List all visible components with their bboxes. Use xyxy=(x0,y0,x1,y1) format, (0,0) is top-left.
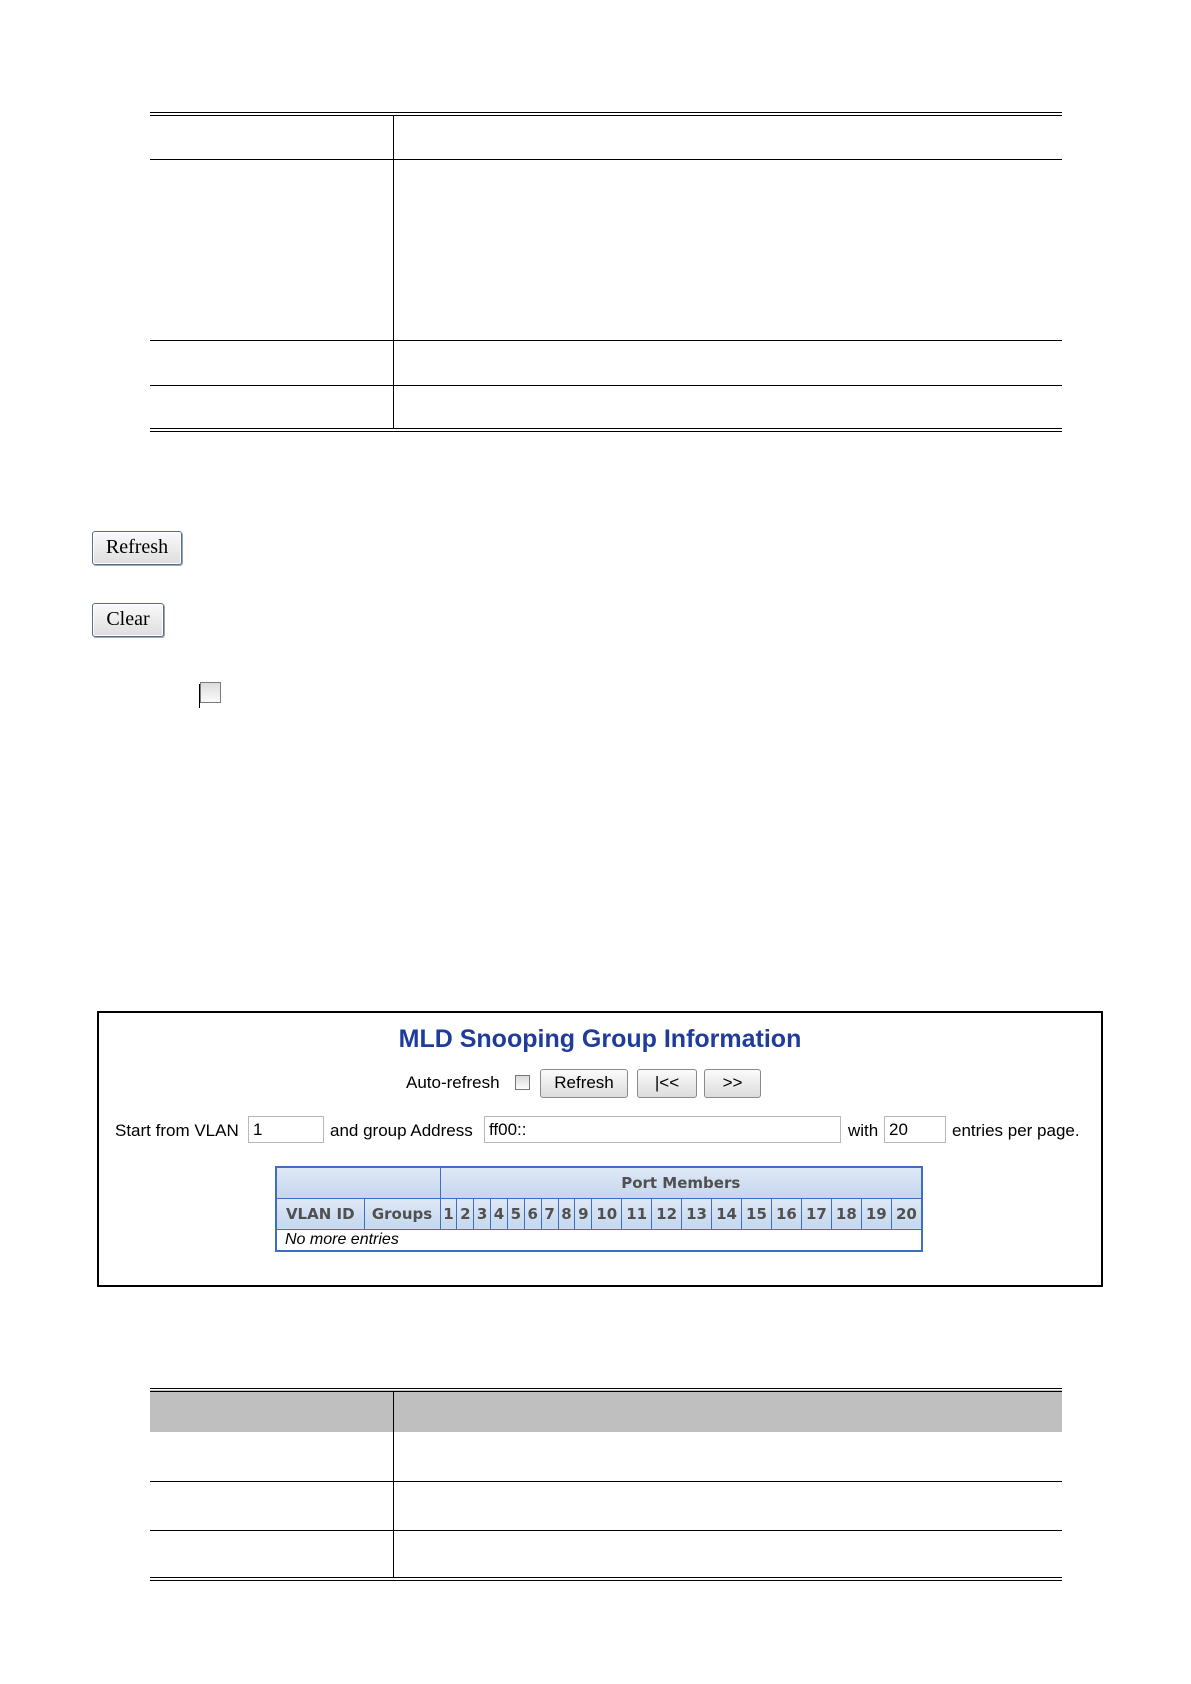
first-page-button[interactable]: |<< xyxy=(637,1069,697,1098)
port-header: 7 xyxy=(541,1198,558,1229)
table-row xyxy=(150,159,1062,340)
table-row xyxy=(150,1481,1062,1530)
group-address-label: and group Address xyxy=(330,1121,473,1140)
table-row xyxy=(150,1432,1062,1481)
no-entries-message: No more entries xyxy=(285,1230,399,1248)
vlan-id-header: VLAN ID xyxy=(276,1198,364,1229)
port-header: 10 xyxy=(592,1198,622,1229)
start-vlan-input[interactable]: 1 xyxy=(248,1116,324,1143)
port-header: 14 xyxy=(712,1198,742,1229)
refresh-button[interactable]: Refresh xyxy=(540,1069,628,1098)
port-members-header: Port Members xyxy=(440,1167,922,1198)
table-header-row xyxy=(276,1198,922,1229)
port-header: 11 xyxy=(622,1198,652,1229)
port-header: 9 xyxy=(575,1198,592,1229)
port-header: 20 xyxy=(891,1198,922,1229)
port-header: 17 xyxy=(801,1198,831,1229)
parameter-table-bottom xyxy=(150,1388,1062,1581)
port-header: 8 xyxy=(558,1198,575,1229)
port-header: 2 xyxy=(457,1198,474,1229)
table-row xyxy=(150,385,1062,430)
entries-per-page-label: entries per page. xyxy=(952,1121,1080,1140)
mld-snooping-group-panel xyxy=(97,1011,1103,1287)
clear-button-image[interactable]: Clear xyxy=(92,603,164,637)
entries-per-page-input[interactable]: 20 xyxy=(884,1116,946,1143)
groups-header: Groups xyxy=(364,1198,440,1229)
table-row xyxy=(150,114,1062,159)
port-header: 19 xyxy=(861,1198,891,1229)
start-from-vlan-label: Start from VLAN xyxy=(115,1121,239,1140)
checkbox-icon[interactable] xyxy=(200,682,221,703)
auto-refresh-checkbox[interactable] xyxy=(515,1075,530,1090)
table-row xyxy=(150,340,1062,385)
port-header: 16 xyxy=(771,1198,801,1229)
port-header: 3 xyxy=(474,1198,491,1229)
table-header-row xyxy=(276,1167,922,1198)
next-page-button[interactable]: >> xyxy=(704,1069,761,1098)
with-label: with xyxy=(848,1121,879,1140)
port-header: 4 xyxy=(491,1198,508,1229)
port-header: 5 xyxy=(507,1198,524,1229)
port-header: 15 xyxy=(742,1198,772,1229)
table-row xyxy=(276,1229,922,1251)
refresh-button-image[interactable]: Refresh xyxy=(92,531,182,565)
auto-refresh-label: Auto-refresh xyxy=(406,1073,500,1092)
header-spacer xyxy=(276,1167,440,1198)
group-address-input[interactable]: ff00:: xyxy=(484,1116,841,1143)
port-header: 12 xyxy=(652,1198,682,1229)
port-header: 13 xyxy=(682,1198,712,1229)
table-row xyxy=(150,1530,1062,1579)
port-header: 6 xyxy=(524,1198,541,1229)
port-header: 18 xyxy=(831,1198,861,1229)
page-title: MLD Snooping Group Information xyxy=(398,1025,802,1053)
port-header: 1 xyxy=(440,1198,457,1229)
table-header-row xyxy=(150,1390,1062,1432)
port-members-table xyxy=(275,1166,923,1252)
parameter-table-top xyxy=(150,112,1062,432)
